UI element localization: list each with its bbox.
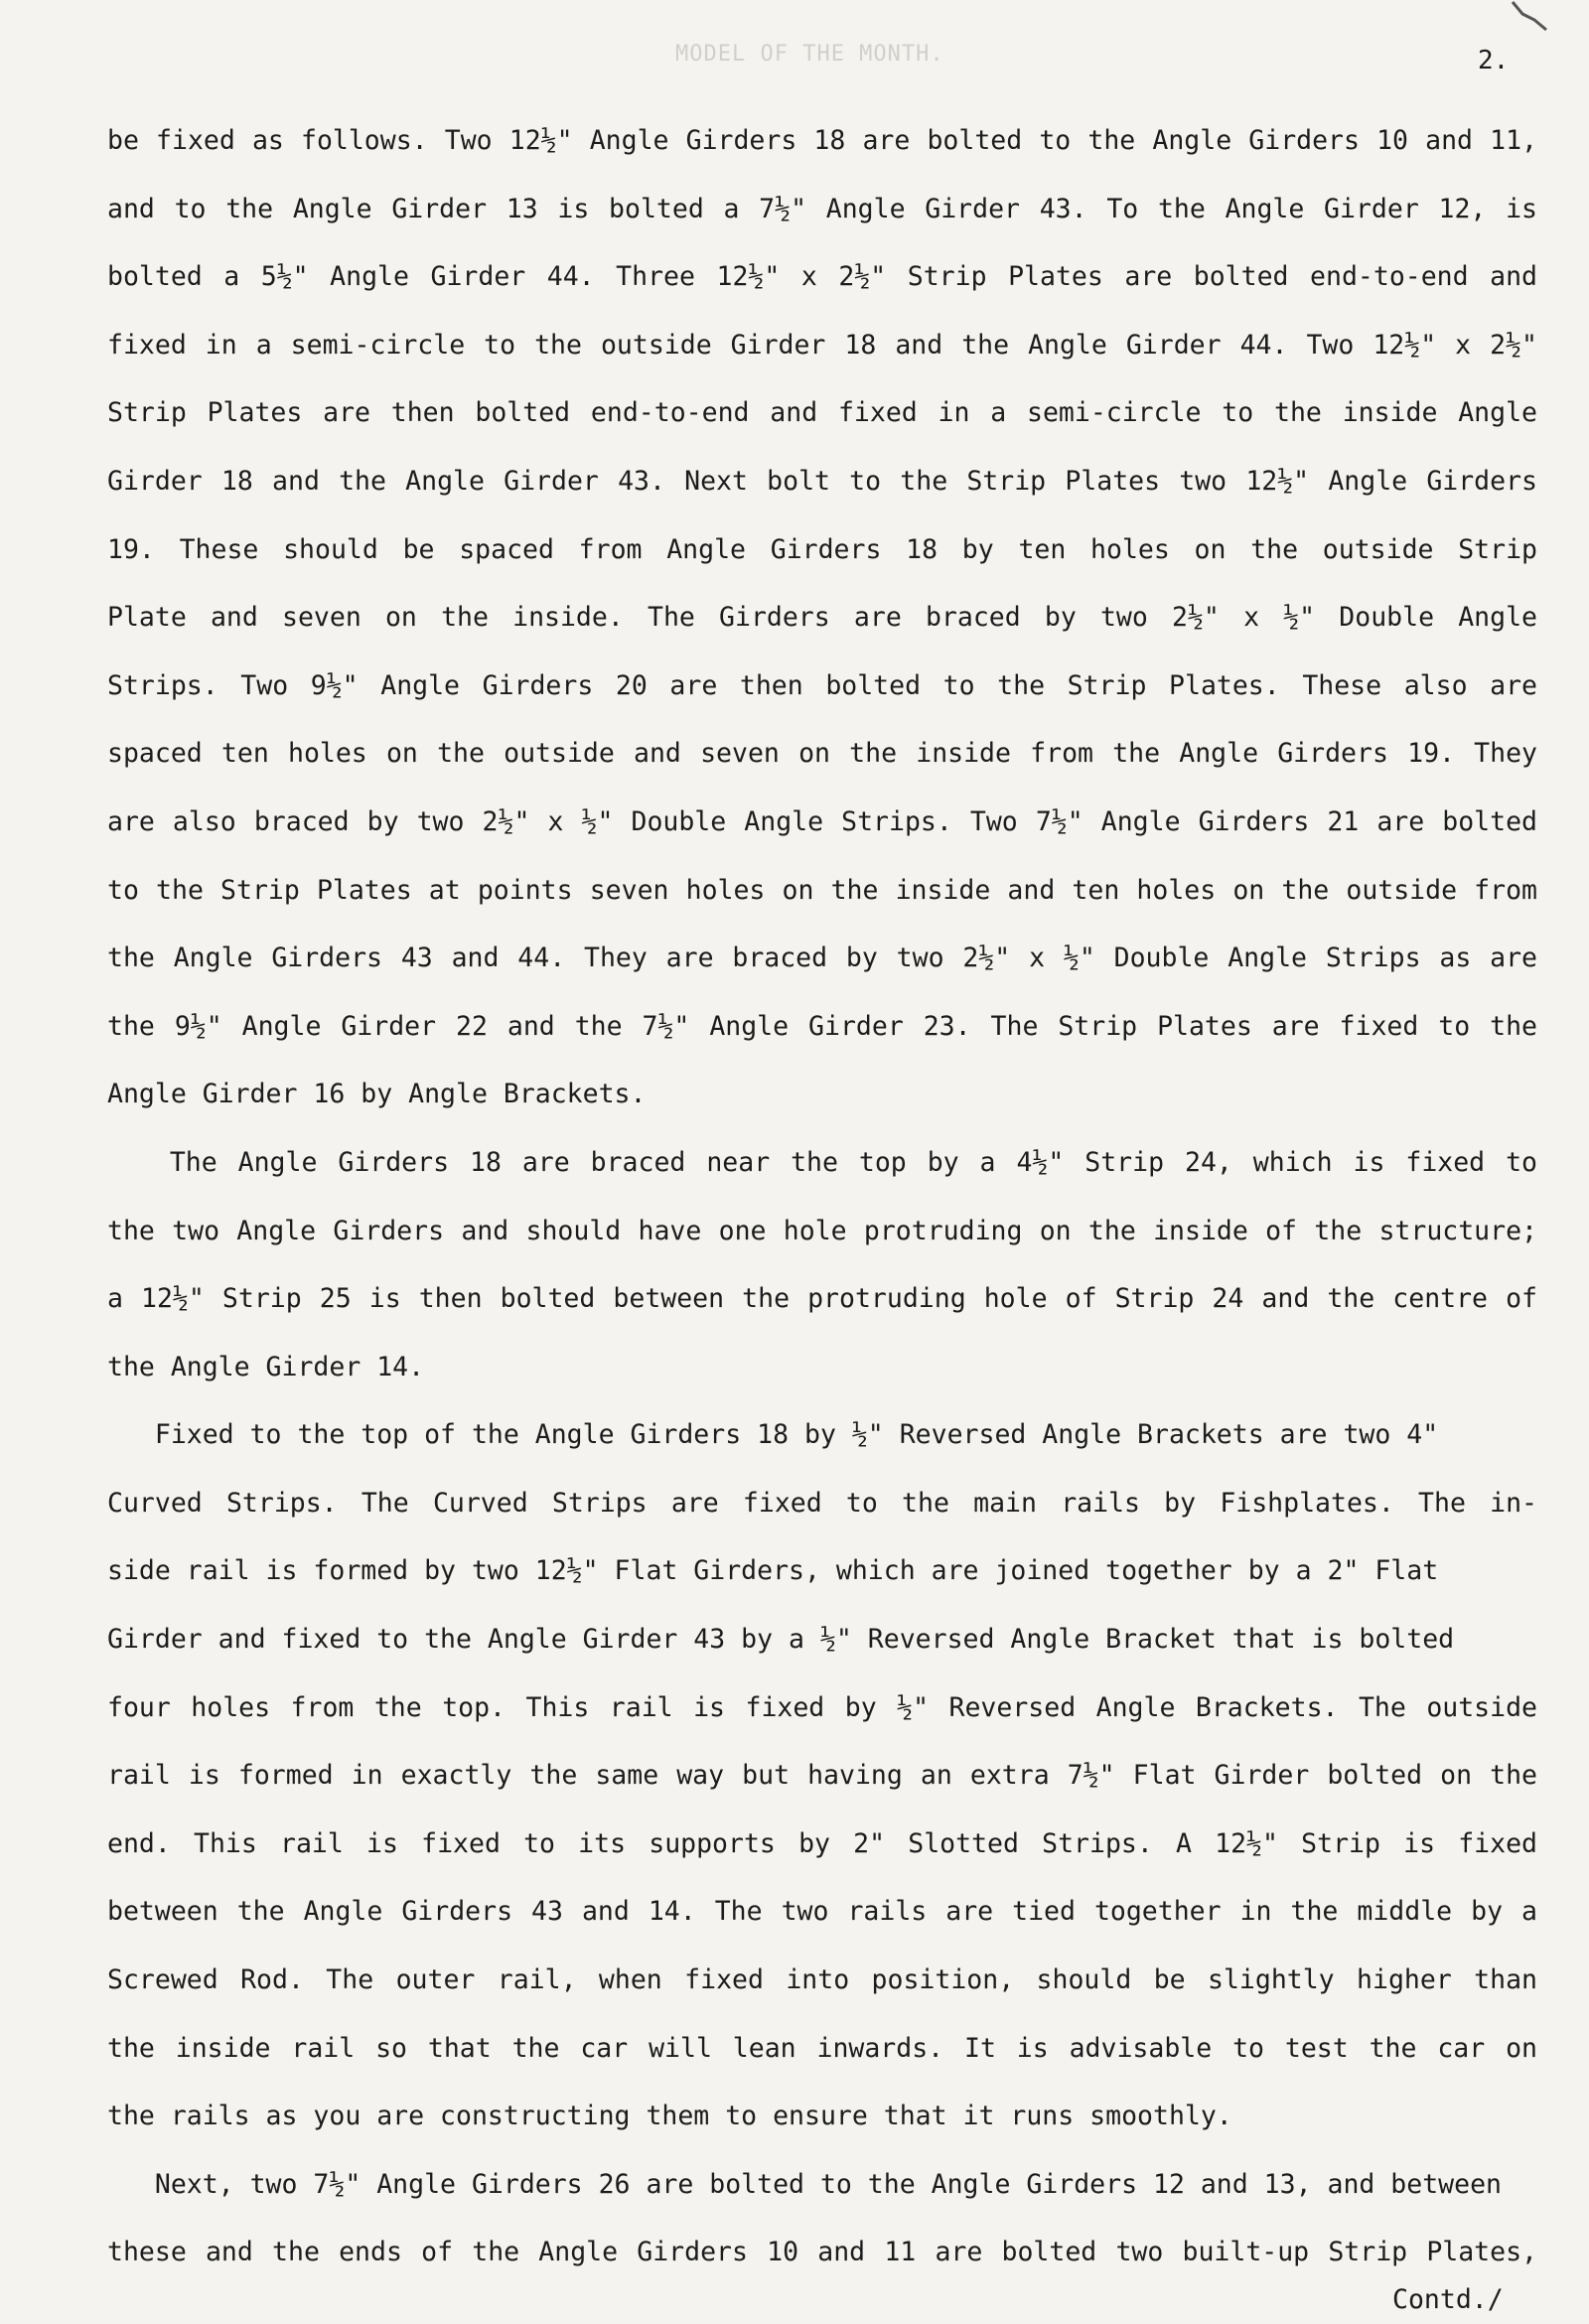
text-line: Strips. Two 9½" Angle Girders 20 are then bolted to the Strip Plates. These also are [107,669,1537,701]
body-text [107,107,1537,2287]
text-line: be fixed as follows. Two 12½" Angle Girders 18 are bolted to the Angle Girders 10 and 11, [107,125,1537,156]
text-line: the inside rail so that the car will lean inwards. It is advisable to test the car on [107,2032,1537,2064]
text-line: a 12½" Strip 25 is then bolted between the protruding hole of Strip 24 and the centre of [107,1283,1537,1315]
text-line: these and the ends of the Angle Girders 10 and 11 are bolted two built-up Strip Plates, [107,2237,1537,2268]
text-line: the two Angle Girders and should have one hole protruding on the inside of the structure; [107,1215,1537,1246]
text-line: side rail is formed by two 12½" Flat Girders, which are joined together by a 2" Flat [107,1555,1439,1587]
text-line: to the Strip Plates at points seven holes on the inside and ten holes on the outside from [107,874,1537,906]
continued-marker: Contd./ [1392,2284,1504,2315]
text-line: 19. These should be spaced from Angle Girders 18 by ten holes on the outside Strip [107,533,1537,565]
text-line: are also braced by two 2½" x ½" Double Angle Strips. Two 7½" Angle Girders 21 are bolted [107,805,1537,837]
scan-mark-icon [1495,0,1554,40]
text-line: the rails as you are constructing them to ensure that it runs smoothly. [107,2101,1232,2132]
page-number: 2. [1478,46,1510,75]
text-line: Strip Plates are then bolted end-to-end and fixed in a semi-circle to the inside Angle [107,397,1537,429]
text-line: and to the Angle Girder 13 is bolted a 7½" Angle Girder 43. To the Angle Girder 12, is [107,193,1537,224]
text-line: bolted a 5½" Angle Girder 44. Three 12½" x 2½" Strip Plates are bolted end-to-end and [107,261,1537,293]
text-line: the Angle Girders 43 and 44. They are braced by two 2½" x ½" Double Angle Strips as are [107,943,1537,974]
text-line: Girder and fixed to the Angle Girder 43 by a ½" Reversed Angle Bracket that is bolted [107,1624,1455,1656]
text-line: Screwed Rod. The outer rail, when fixed into position, should be slightly higher than [107,1964,1537,1996]
text-line: rail is formed in exactly the same way but having an extra 7½" Flat Girder bolted on the [107,1760,1537,1792]
ghost-header: MODEL OF THE MONTH. [675,42,944,67]
text-line: The Angle Girders 18 are braced near the top by a 4½" Strip 24, which is fixed to [107,1146,1537,1178]
text-line: Next, two 7½" Angle Girders 26 are bolted to the Angle Girders 12 and 13, and between [107,2168,1502,2200]
text-line: Fixed to the top of the Angle Girders 18 by ½" Reversed Angle Brackets are two 4" [107,1419,1439,1451]
text-line: spaced ten holes on the outside and seven on the inside from the Angle Girders 19. They [107,738,1537,770]
text-line: end. This rail is fixed to its supports by 2" Slotted Strips. A 12½" Strip is fixed [107,1827,1537,1859]
text-line: Angle Girder 16 by Angle Brackets. [107,1079,647,1110]
text-line: four holes from the top. This rail is fixed by ½" Reversed Angle Brackets. The outside [107,1691,1537,1723]
text-line: Curved Strips. The Curved Strips are fixed to the main rails by Fishplates. The in- [107,1487,1537,1519]
text-line: between the Angle Girders 43 and 14. The two rails are tied together in the middle by a [107,1896,1537,1928]
text-line: fixed in a semi-circle to the outside Girder 18 and the Angle Girder 44. Two 12½" x 2½" [107,329,1537,361]
text-line: the Angle Girder 14. [107,1351,425,1382]
text-line: Plate and seven on the inside. The Girders are braced by two 2½" x ½" Double Angle [107,602,1537,634]
text-line: Girder 18 and the Angle Girder 43. Next bolt to the Strip Plates two 12½" Angle Girders [107,465,1537,497]
text-line: the 9½" Angle Girder 22 and the 7½" Angle Girder 23. The Strip Plates are fixed to the [107,1010,1537,1042]
